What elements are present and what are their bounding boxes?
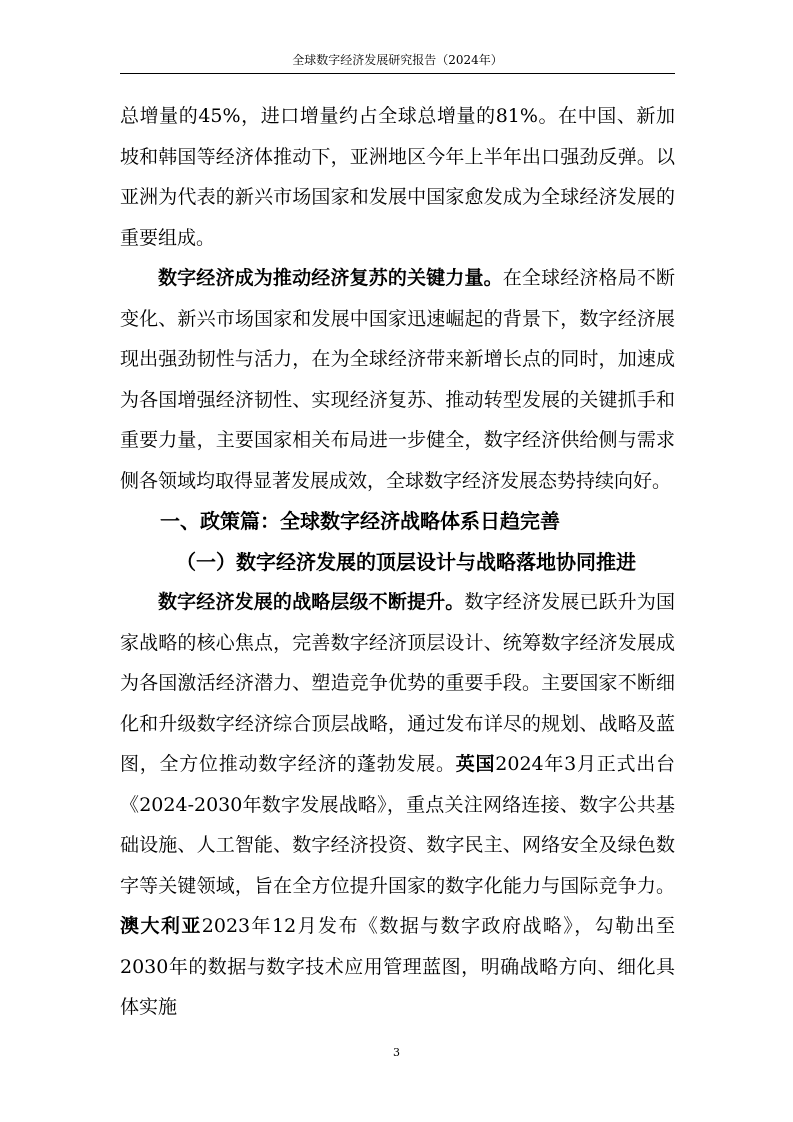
- paragraph-australia-strategy: 2023年12月发布《数据与数字政府战略》，勾勒出至2030年的数据与数字技术应用管理蓝图，明确战略方向、细化具体实施: [120, 915, 675, 1018]
- paragraph-trade-growth-text: 总增量的45%，进口增量约占全球总增量的81%。在中国、新加坡和韩国等经济体推动下，亚洲地区今年上半年出口强劲反弹。以亚洲为代表的新兴市场国家和发展中国家愈发成为全球经济发展的重要组成。: [120, 105, 675, 249]
- paragraph-uk-strategy: 2024年3月正式出台《2024-2030年数字发展战略》，重点关注网络连接、数字公共基础设施、人工智能、数字经济投资、数字民主、网络安全及绿色数字等关键领域，旨在全方位提升国家的数字化能力与国际竞争力。: [120, 753, 675, 897]
- page-body: [120, 96, 675, 1028]
- paragraph-strategy-level: [120, 582, 675, 1028]
- paragraph-key-force: [120, 258, 675, 501]
- subsection-heading-strategy: （一）数字经济发展的顶层设计与战略落地协同推进: [176, 549, 636, 574]
- page-number: 3: [393, 1046, 400, 1059]
- running-header: [120, 52, 675, 74]
- country-australia: 澳大利亚: [120, 915, 202, 937]
- paragraph-strategy-level-body: 数字经济发展已跃升为国家战略的核心焦点，完善数字经济顶层设计、统筹数字经济发展成为各国激活经济潜力、塑造竞争优势的重要手段。主要国家不断细化和升级数字经济综合顶层战略，通过发布详尽的规划、战略及蓝图，全方位推动数字经济的蓬勃发展。: [120, 591, 675, 775]
- paragraph-trade-growth: [120, 96, 675, 258]
- section-heading-policy: 一、政策篇：全球数字经济战略体系日趋完善: [160, 509, 560, 533]
- country-uk: 英国: [455, 753, 496, 775]
- paragraph-key-force-lead: 数字经济成为推动经济复苏的关键力量。: [158, 267, 503, 289]
- header-title: 全球数字经济发展研究报告（2024年）: [292, 53, 503, 67]
- paragraph-strategy-level-lead: 数字经济发展的战略层级不断提升。: [158, 591, 465, 613]
- paragraph-key-force-body: 在全球经济格局不断变化、新兴市场国家和发展中国家迅速崛起的背景下，数字经济展现出强劲韧性与活力，在为全球经济带来新增长点的同时，加速成为各国增强经济韧性、实现经济复苏、推动转型发展的关键抓手和重要力量，主要国家相关布局进一步健全，数字经济供给侧与需求侧各领域均取得显著发展成效，全球数字经济发展态势持续向好。: [120, 267, 675, 492]
